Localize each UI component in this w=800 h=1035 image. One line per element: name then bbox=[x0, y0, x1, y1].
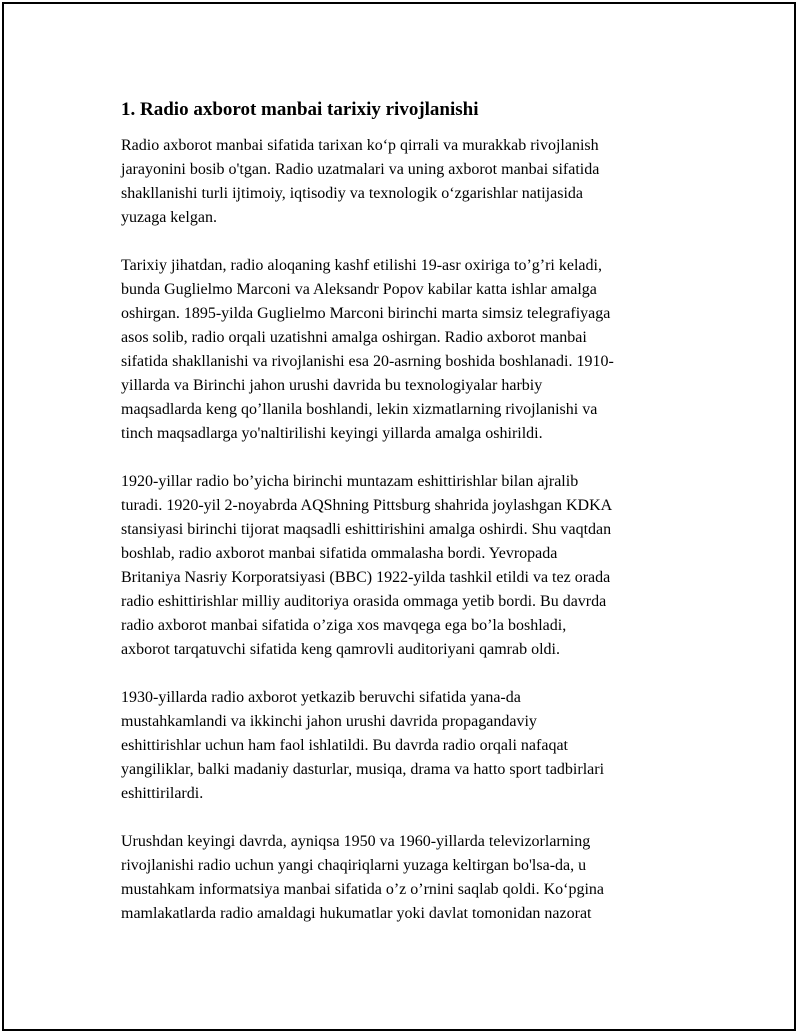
section-heading: 1. Radio axborot manbai tarixiy rivojlanishi bbox=[121, 99, 479, 120]
paragraph-line: mustahkamlandi va ikkinchi jahon urushi davrida propagandaviy bbox=[121, 713, 537, 730]
paragraph-line: turadi. 1920-yil 2-noyabrda AQShning Pittsburg shahrida joylashgan KDKA bbox=[121, 497, 613, 514]
paragraph bbox=[121, 470, 701, 662]
paragraph-line: radio axborot manbai sifatida o’ziga xos mavqega ega bo’la boshladi, bbox=[121, 617, 567, 634]
paragraph-line: radio eshittirishlar milliy auditoriya orasida ommaga yetib bordi. Bu davrda bbox=[121, 593, 607, 610]
document-body bbox=[121, 98, 701, 950]
paragraph-line: eshittirishlar uchun ham faol ishlatildi. Bu davrda radio orqali nafaqat bbox=[121, 737, 568, 754]
page-frame bbox=[2, 2, 796, 1031]
paragraph-line: 1920-yillar radio bo’yicha birinchi muntazam eshittirishlar bilan ajralib bbox=[121, 473, 579, 490]
paragraph-line: Urushdan keyingi davrda, ayniqsa 1950 va 1960-yillarda televizorlarning bbox=[121, 833, 591, 850]
paragraph-line: Britaniya Nasriy Korporatsiyasi (BBC) 1922-yilda tashkil etildi va tez orada bbox=[121, 569, 611, 586]
paragraph-line: yuzaga kelgan. bbox=[121, 209, 217, 226]
paragraph-line: asos solib, radio orqali uzatishni amalga oshirgan. Radio axborot manbai bbox=[121, 329, 587, 346]
paragraph-line: sifatida shakllanishi va rivojlanishi esa 20-asrning boshida boshlanadi. 1910- bbox=[121, 353, 614, 370]
paragraph-line: boshlab, radio axborot manbai sifatida ommalasha bordi. Yevropada bbox=[121, 545, 558, 562]
paragraph-line: mustahkam informatsiya manbai sifatida o’z o’rnini saqlab qoldi. Ko‘pgina bbox=[121, 881, 604, 898]
paragraph-line: oshirgan. 1895-yilda Guglielmo Marconi birinchi marta simsiz telegrafiyaga bbox=[121, 305, 611, 322]
paragraph-line: shakllanishi turli ijtimoiy, iqtisodiy va texnologik o‘zgarishlar natijasida bbox=[121, 185, 583, 202]
paragraph-line: rivojlanishi radio uchun yangi chaqiriqlarni yuzaga keltirgan bo'lsa-da, u bbox=[121, 857, 587, 874]
paragraph bbox=[121, 686, 701, 806]
paragraph bbox=[121, 254, 701, 446]
paragraph-line: yangiliklar, balki madaniy dasturlar, musiqa, drama va hatto sport tadbirlari bbox=[121, 761, 605, 778]
paragraph-line: tinch maqsadlarga yo'naltirilishi keyingi yillarda amalga oshirildi. bbox=[121, 425, 543, 442]
paragraph bbox=[121, 134, 701, 230]
paragraph-line: axborot tarqatuvchi sifatida keng qamrovli auditoriyani qamrab oldi. bbox=[121, 641, 560, 658]
paragraph bbox=[121, 830, 701, 926]
paragraph-line: 1930-yillarda radio axborot yetkazib beruvchi sifatida yana-da bbox=[121, 689, 521, 706]
paragraph-line: yillarda va Birinchi jahon urushi davrida bu texnologiyalar harbiy bbox=[121, 377, 543, 394]
paragraph-list bbox=[121, 134, 701, 926]
paragraph-line: jarayonini bosib o'tgan. Radio uzatmalari va uning axborot manbai sifatida bbox=[121, 161, 600, 178]
paragraph-line: maqsadlarda keng qo’llanila boshlandi, lekin xizmatlarning rivojlanishi va bbox=[121, 401, 598, 418]
paragraph-line: Radio axborot manbai sifatida tarixan ko‘p qirrali va murakkab rivojlanish bbox=[121, 137, 599, 154]
paragraph-line: stansiyasi birinchi tijorat maqsadli eshittirishini amalga oshirdi. Shu vaqtdan bbox=[121, 521, 612, 538]
paragraph-line: eshittirilardi. bbox=[121, 785, 204, 802]
paragraph-line: Tarixiy jihatdan, radio aloqaning kashf etilishi 19-asr oxiriga to’g’ri keladi, bbox=[121, 257, 602, 274]
paragraph-line: bunda Guglielmo Marconi va Aleksandr Popov kabilar katta ishlar amalga bbox=[121, 281, 597, 298]
paragraph-line: mamlakatlarda radio amaldagi hukumatlar yoki davlat tomonidan nazorat bbox=[121, 905, 592, 922]
